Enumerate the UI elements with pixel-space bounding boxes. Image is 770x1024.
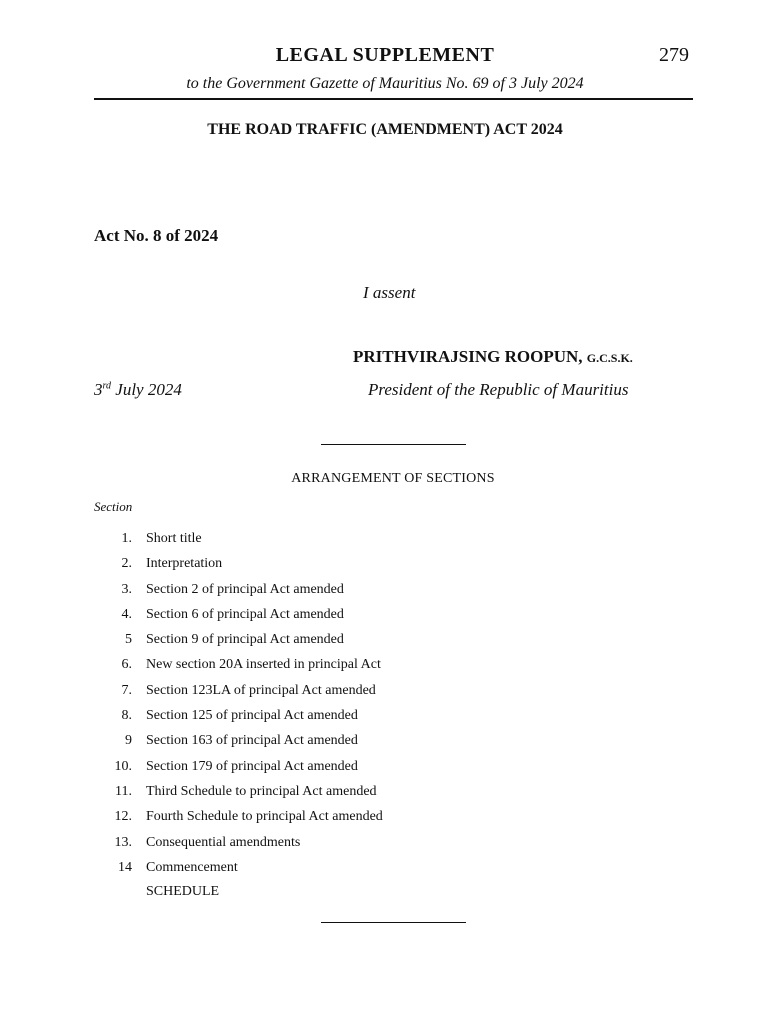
- legal-supplement-heading: LEGAL SUPPLEMENT: [275, 44, 495, 66]
- date-rest: July 2024: [111, 380, 182, 399]
- section-item: [94, 858, 694, 883]
- act-title: THE ROAD TRAFFIC (AMENDMENT) ACT 2024: [207, 121, 563, 138]
- section-number: 3.: [121, 581, 132, 597]
- section-column-label: Section: [94, 499, 133, 514]
- section-number: 6.: [121, 657, 132, 673]
- section-title: Fourth Schedule to principal Act amended: [146, 809, 383, 825]
- section-item: [94, 681, 694, 706]
- page-number: 279: [659, 44, 689, 66]
- section-title: Section 9 of principal Act amended: [146, 632, 344, 648]
- president-title: President of the Republic of Mauritius: [368, 380, 629, 399]
- section-number: 13.: [114, 834, 132, 850]
- section-title: Short title: [146, 531, 202, 546]
- section-title: Consequential amendments: [146, 834, 301, 850]
- section-title: Third Schedule to principal Act amended: [146, 783, 377, 799]
- divider-top: [321, 444, 466, 445]
- assent-date: [94, 380, 182, 400]
- section-item: [94, 529, 694, 554]
- section-number: 7.: [121, 682, 132, 698]
- section-title: Section 125 of principal Act amended: [146, 708, 358, 724]
- section-title: Section 179 of principal Act amended: [146, 758, 358, 774]
- arrangement-heading: ARRANGEMENT OF SECTIONS: [291, 471, 495, 486]
- gazette-subtitle: to the Government Gazette of Mauritius No. 69 of 3 July 2024: [186, 75, 584, 92]
- section-number: 12.: [114, 809, 132, 825]
- section-number: 11.: [115, 783, 132, 799]
- section-item: [94, 630, 694, 655]
- header-rule: [94, 98, 693, 100]
- section-item: [94, 554, 694, 579]
- president-honours: G.C.S.K.: [586, 351, 633, 365]
- president-name: [353, 347, 633, 367]
- assent-text: I assent: [363, 283, 416, 302]
- section-title: Interpretation: [146, 556, 223, 572]
- section-item: [94, 833, 694, 858]
- schedule-entry: SCHEDULE: [146, 884, 220, 899]
- section-number: 4.: [121, 606, 132, 622]
- section-item: [94, 782, 694, 807]
- date-suffix: rd: [102, 380, 112, 392]
- section-number: 5: [125, 632, 132, 648]
- section-number: 14: [118, 859, 132, 875]
- section-item: [94, 706, 694, 731]
- section-title: New section 20A inserted in principal Act: [146, 657, 381, 673]
- divider-bottom: [321, 922, 466, 923]
- section-item: [94, 655, 694, 680]
- section-number: 9: [125, 733, 132, 749]
- act-number: Act No. 8 of 2024: [94, 226, 219, 245]
- section-number: 1.: [121, 531, 132, 546]
- date-day: 3: [94, 380, 103, 399]
- section-number: 10.: [114, 758, 132, 774]
- section-item: [94, 757, 694, 782]
- section-title: Commencement: [146, 859, 238, 875]
- section-item: [94, 580, 694, 605]
- sections-list: [94, 529, 694, 883]
- section-title: Section 163 of principal Act amended: [146, 733, 358, 749]
- section-item: [94, 807, 694, 832]
- section-number: 8.: [121, 708, 132, 724]
- president-name-text: PRITHVIRAJSING ROOPUN,: [353, 347, 583, 366]
- section-item: [94, 605, 694, 630]
- section-number: 2.: [121, 556, 132, 572]
- section-title: Section 6 of principal Act amended: [146, 606, 344, 622]
- section-title: Section 123LA of principal Act amended: [146, 682, 376, 698]
- section-title: Section 2 of principal Act amended: [146, 581, 344, 597]
- section-item: [94, 731, 694, 756]
